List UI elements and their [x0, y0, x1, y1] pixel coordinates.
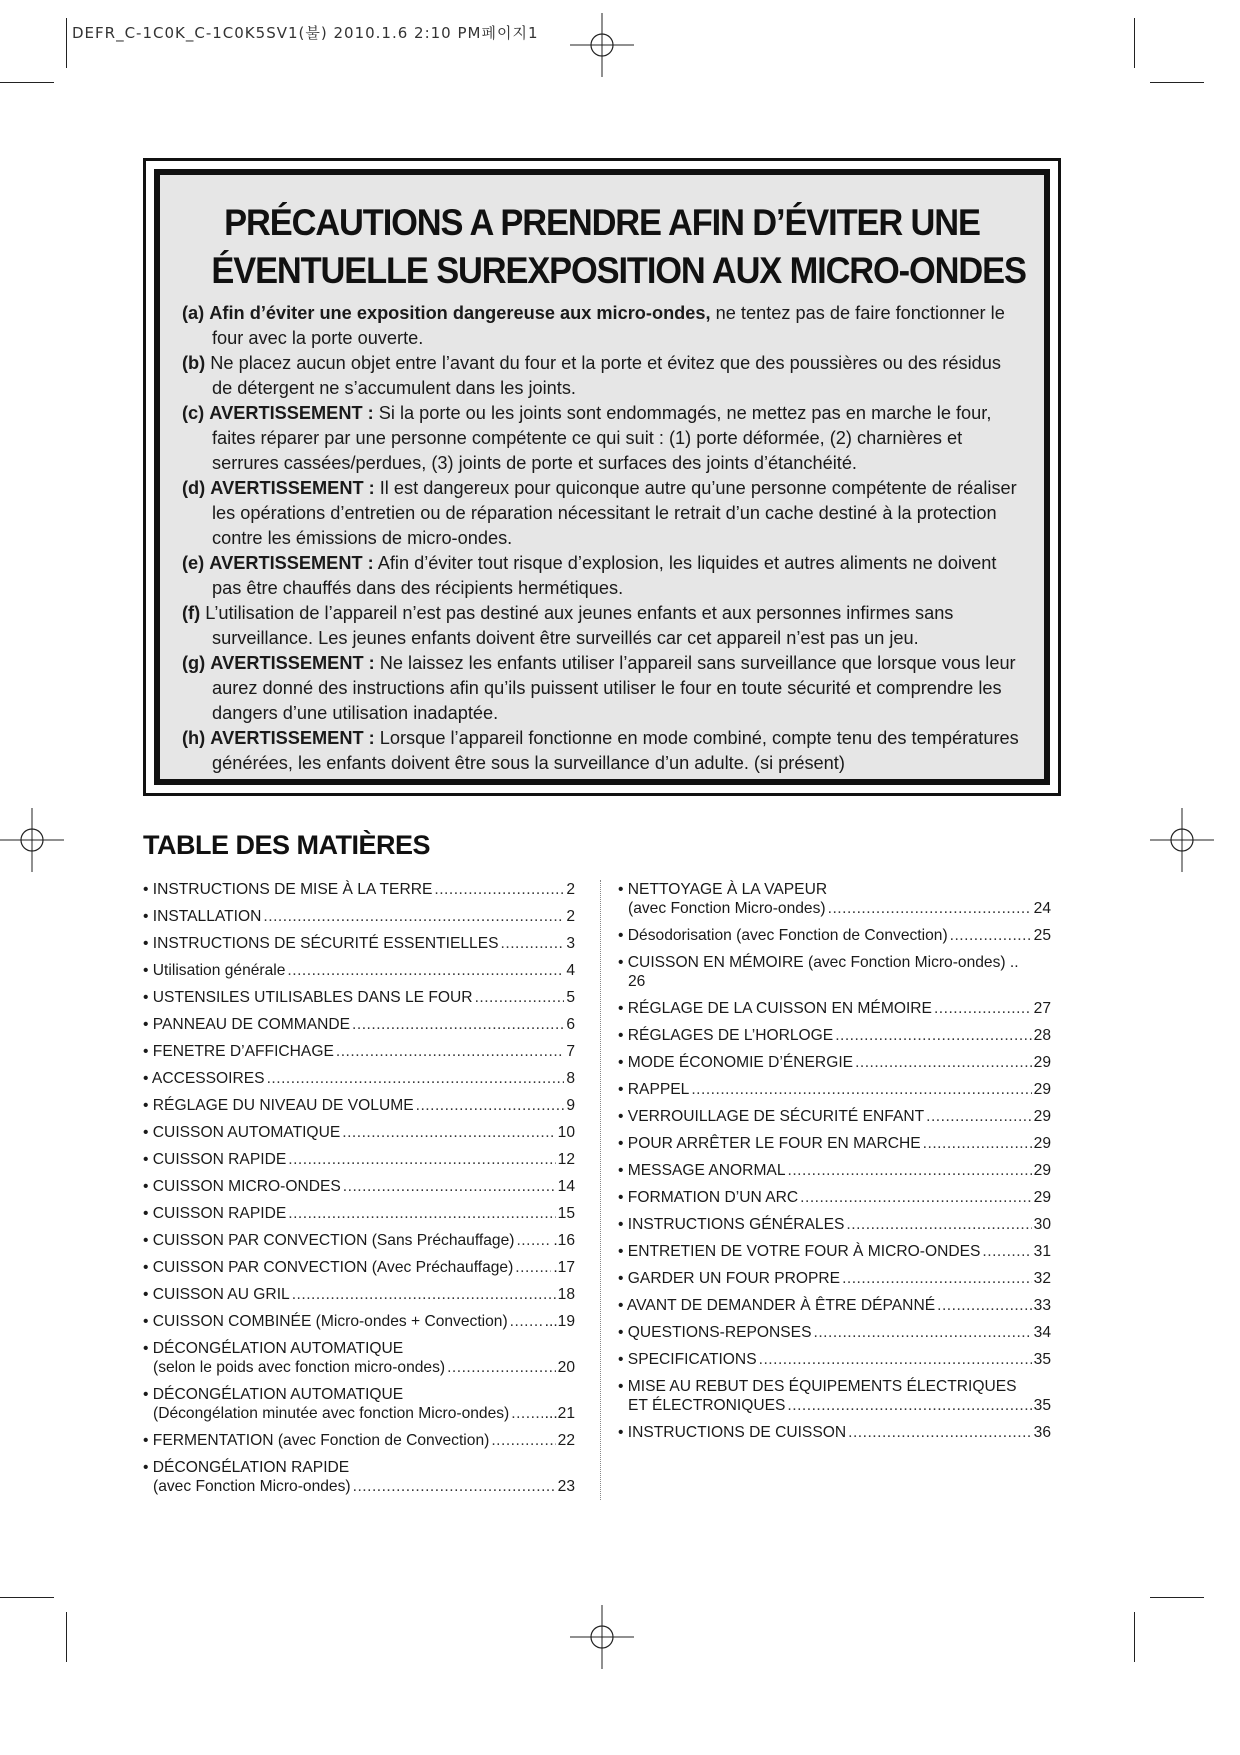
- toc-entry-line: [143, 1431, 575, 1450]
- toc-entry-label: • CUISSON AU GRIL: [143, 1286, 290, 1303]
- warning-item-letter: (g): [182, 653, 206, 673]
- toc-entry[interactable]: [618, 1242, 1051, 1261]
- toc-entry-label: • INSTRUCTIONS DE CUISSON: [618, 1424, 847, 1441]
- toc-leader-dots: [923, 1134, 1032, 1153]
- toc-entry-page: 7: [566, 1043, 575, 1060]
- warning-item: [182, 351, 1022, 401]
- toc-entry-page: 10: [557, 1124, 575, 1141]
- toc-entry-page: 8: [566, 1070, 575, 1087]
- toc-entry-page: 30: [1033, 1216, 1051, 1233]
- warning-item: [182, 551, 1022, 601]
- toc-entry-label: • CUISSON COMBINÉE (Micro-ondes + Convection): [143, 1313, 508, 1330]
- warning-title: [211, 199, 1026, 295]
- toc-entry-line: [618, 1134, 1051, 1153]
- toc-entry-line: [143, 1358, 575, 1377]
- toc-entry-line: [143, 1150, 575, 1169]
- toc-entry-line: [618, 972, 1051, 991]
- toc-entry-label: • FENETRE D’AFFICHAGE: [143, 1043, 334, 1060]
- toc-title: TABLE DES MATIÈRES: [143, 830, 431, 860]
- toc-entry-page: 29: [1033, 1081, 1051, 1098]
- warning-item-letter: (c): [182, 403, 205, 423]
- warning-item-letter: (h): [182, 728, 206, 748]
- toc-entry-page: 6: [566, 1016, 575, 1033]
- toc-entry-page: 3: [566, 935, 575, 952]
- toc-entry-line: [143, 1312, 575, 1331]
- toc-entry-page: 29: [1033, 1189, 1051, 1206]
- toc-entry-line: [143, 1285, 575, 1304]
- toc-entry[interactable]: [143, 1231, 575, 1250]
- toc-entry-page: 29: [1033, 1054, 1051, 1071]
- toc-entry[interactable]: [143, 1123, 575, 1142]
- toc-leader-dots: [788, 1161, 1032, 1180]
- toc-entry-page: 14: [557, 1178, 575, 1195]
- toc-entry-line: [618, 1161, 1051, 1180]
- toc-entry-label: • VERROUILLAGE DE SÉCURITÉ ENFANT: [618, 1108, 925, 1125]
- toc-entry[interactable]: [618, 926, 1051, 945]
- toc-entry-line: [618, 1107, 1051, 1126]
- toc-entry[interactable]: [143, 1458, 575, 1496]
- toc-entry[interactable]: [618, 953, 1051, 991]
- warning-item-text: Lorsque l’appareil fonctionne en mode combiné, compte tenu des températures générées, les enfants doivent être sous la surveillance d’un adulte. (si présent): [212, 728, 1019, 773]
- toc-entry-line: [143, 1015, 575, 1034]
- toc-entry-line: [143, 1096, 575, 1115]
- toc-entry[interactable]: [143, 1150, 575, 1169]
- toc-entry-label: (Décongélation minutée avec fonction Micro-ondes): [153, 1405, 510, 1422]
- toc-leader-dots: [950, 926, 1032, 945]
- registration-mark-bottom: [570, 1605, 634, 1669]
- crop-mark: [1150, 82, 1204, 83]
- toc-entry-line: [143, 1069, 575, 1088]
- warning-item-text: Ne laissez les enfants utiliser l’appareil sans surveillance que lorsque vous leur aurez donné des instructions afin qu’ils puissent utiliser le four en toute sécurité et comprendre les dangers d’une utilisation inadaptée.: [212, 653, 1016, 723]
- toc-entry-heading: • DÉCONGÉLATION AUTOMATIQUE: [143, 1340, 404, 1357]
- toc-entry[interactable]: [618, 1377, 1051, 1415]
- toc-entry-line: [618, 1269, 1051, 1288]
- crop-mark: [1134, 1612, 1135, 1662]
- toc-entry-line: [618, 899, 1051, 918]
- warning-item-text: ne tentez pas de faire fonctionner le four avec la porte ouverte.: [212, 303, 1005, 348]
- toc-entry-page: 12: [557, 1151, 575, 1168]
- toc-leader-dots: [982, 1242, 1031, 1261]
- crop-mark: [66, 18, 67, 68]
- toc-entry[interactable]: [618, 1215, 1051, 1234]
- toc-entry-label: • RÉGLAGE DE LA CUISSON EN MÉMOIRE: [618, 1000, 932, 1017]
- toc-entry-line: [143, 907, 575, 926]
- warning-item-letter: (d): [182, 478, 206, 498]
- toc-entry-page: ...21: [544, 1405, 575, 1422]
- toc-entry-label: • CUISSON RAPIDE: [143, 1205, 287, 1222]
- toc-entry-page: 31: [1033, 1243, 1051, 1260]
- registration-mark-right: [1150, 808, 1214, 872]
- warning-item: [182, 301, 1022, 351]
- toc-leader-dots: [515, 1258, 551, 1277]
- crop-mark: [66, 1612, 67, 1662]
- toc-entry-heading: • MISE AU REBUT DES ÉQUIPEMENTS ÉLECTRIQUES: [618, 1378, 1017, 1395]
- toc-entry-label: • Désodorisation (avec Fonction de Convection): [618, 927, 948, 944]
- warning-item-lead: AVERTISSEMENT :: [209, 403, 374, 423]
- toc-leader-dots: [759, 1350, 1032, 1369]
- toc-leader-dots: [447, 1358, 556, 1377]
- toc-entry-line: [618, 999, 1051, 1018]
- crop-mark: [1150, 1597, 1204, 1598]
- toc-entry[interactable]: [618, 1026, 1051, 1045]
- toc-entry[interactable]: [143, 1285, 575, 1304]
- warning-item: [182, 651, 1022, 726]
- toc-entry-page: 32: [1033, 1270, 1051, 1287]
- warning-item: [182, 601, 1022, 651]
- warning-item-lead: AVERTISSEMENT :: [210, 478, 375, 498]
- toc-leader-dots: [813, 1323, 1031, 1342]
- toc-entry-label: • CUISSON RAPIDE: [143, 1151, 287, 1168]
- toc-entry-page: 28: [1033, 1027, 1051, 1044]
- toc-entry-label: • QUESTIONS-REPONSES: [618, 1324, 812, 1341]
- toc-entry-heading: • DÉCONGÉLATION RAPIDE: [143, 1459, 350, 1476]
- toc-entry-label: • CUISSON PAR CONVECTION (Sans Préchauffage): [143, 1232, 515, 1249]
- toc-entry-heading: • CUISSON EN MÉMOIRE (avec Fonction Micro-ondes) ..: [618, 954, 1019, 971]
- toc-entry[interactable]: [143, 880, 575, 899]
- toc-column-left: [143, 880, 575, 1504]
- crop-mark: [1134, 18, 1135, 68]
- toc-leader-dots: [475, 988, 565, 1007]
- toc-leader-dots: [516, 1231, 551, 1250]
- toc-entry-line: [143, 1177, 575, 1196]
- toc-leader-dots: [353, 1477, 556, 1496]
- toc-leader-dots: [288, 1204, 555, 1223]
- warning-item-text: L’utilisation de l’appareil n’est pas destiné aux jeunes enfants et aux personnes infirmes sans surveillance. Les jeunes enfants doivent être surveillés car cet appareil n’est pas un jeu.: [205, 603, 954, 648]
- toc-leader-dots: [787, 1396, 1031, 1415]
- toc-leader-dots: [336, 1042, 564, 1061]
- toc-entry-line: [618, 1188, 1051, 1207]
- warning-item-lead: Afin d’éviter une exposition dangereuse aux micro-ondes,: [209, 303, 711, 323]
- toc-entry-label: • POUR ARRÊTER LE FOUR EN MARCHE: [618, 1135, 921, 1152]
- toc-entry-line: [143, 1204, 575, 1223]
- toc-entry-label: • RÉGLAGE DU NIVEAU DE VOLUME: [143, 1097, 414, 1114]
- toc-entry[interactable]: [143, 1312, 575, 1331]
- toc-entry-line: [143, 934, 575, 953]
- warning-box: [143, 158, 1061, 796]
- toc-entry-page: 29: [1033, 1162, 1051, 1179]
- toc-entry-label: • GARDER UN FOUR PROPRE: [618, 1270, 841, 1287]
- warning-item: [182, 726, 1022, 776]
- warning-box-inner: [154, 169, 1050, 785]
- toc-entry-label: • INSTRUCTIONS GÉNÉRALES: [618, 1216, 845, 1233]
- toc-leader-dots: [842, 1269, 1032, 1288]
- toc-leader-dots: [267, 1069, 565, 1088]
- toc-entry-page: 2: [566, 908, 575, 925]
- toc-entry-page: 33: [1033, 1297, 1051, 1314]
- registration-mark-top: [570, 13, 634, 77]
- toc-entry-label: (avec Fonction Micro-ondes): [628, 900, 826, 917]
- toc-entry[interactable]: [143, 1096, 575, 1115]
- toc-entry-line: [618, 1242, 1051, 1261]
- toc-entry[interactable]: [143, 1177, 575, 1196]
- toc-leader-dots: [800, 1188, 1031, 1207]
- toc-entry[interactable]: [618, 1269, 1051, 1288]
- toc-leader-dots: [937, 1296, 1032, 1315]
- toc-entry-line: [618, 1296, 1051, 1315]
- toc-entry[interactable]: [143, 1042, 575, 1061]
- warning-list: [182, 301, 1022, 776]
- toc-entry-line: [143, 1123, 575, 1142]
- toc-entry[interactable]: [618, 1423, 1051, 1442]
- toc-leader-dots: [934, 999, 1032, 1018]
- toc-leader-dots: [434, 880, 564, 899]
- toc-entry-page: 18: [557, 1286, 575, 1303]
- warning-item-lead: AVERTISSEMENT :: [209, 553, 374, 573]
- toc-entry-heading: • NETTOYAGE À LA VAPEUR: [618, 881, 828, 898]
- toc-entry-page: 5: [566, 989, 575, 1006]
- toc-entry[interactable]: [618, 1161, 1051, 1180]
- toc-entry[interactable]: [143, 1204, 575, 1223]
- toc-entry-page: 2: [566, 881, 575, 898]
- warning-item-letter: (a): [182, 303, 205, 323]
- toc-leader-dots: [848, 1423, 1032, 1442]
- toc-entry-page: 4: [566, 962, 575, 979]
- toc-entry-line: [143, 988, 575, 1007]
- toc-entry-label: • MODE ÉCONOMIE D’ÉNERGIE: [618, 1054, 854, 1071]
- toc-entry-label: • FORMATION D’UN ARC: [618, 1189, 799, 1206]
- warning-item: [182, 401, 1022, 476]
- warning-item: [182, 476, 1022, 551]
- toc-leader-dots: [491, 1431, 555, 1450]
- warning-item-letter: (e): [182, 553, 205, 573]
- warning-item-text: Si la porte ou les joints sont endommagés, ne mettez pas en marche le four, faites réparer par une personne compétente ce qui suit : (1) porte déformée, (2) charnières et serrures cassées/perdues, (3) joints de porte et surfaces des joints d’étanchéité.: [212, 403, 992, 473]
- toc-leader-dots: [926, 1107, 1032, 1126]
- toc-entry-label: • RÉGLAGES DE L’HORLOGE: [618, 1027, 834, 1044]
- toc-entry[interactable]: [618, 1080, 1051, 1099]
- toc-entry-label: • AVANT DE DEMANDER À ÊTRE DÉPANNÉ: [618, 1297, 936, 1314]
- warning-item-letter: (f): [182, 603, 201, 623]
- toc-entry-label: • RAPPEL: [618, 1081, 690, 1098]
- toc-entry-page: 25: [1033, 927, 1051, 944]
- toc-entry-page: .16: [553, 1232, 575, 1249]
- warning-item-text: Ne placez aucun objet entre l’avant du four et la porte et évitez que des poussières ou des résidus de détergent ne s’accumulent dans les joints.: [210, 353, 1001, 398]
- toc-entry-line: [618, 1350, 1051, 1369]
- toc-entry-line: [143, 880, 575, 899]
- warning-item-text: Il est dangereux pour quiconque autre qu’une personne compétente de réaliser les opérations d’entretien ou de réparation nécessitant le retrait d’un cache destiné à la protection contre les émissions de micro-ondes.: [212, 478, 1017, 548]
- toc-entry-label: • MESSAGE ANORMAL: [618, 1162, 786, 1179]
- toc-entry-line: [143, 1258, 575, 1277]
- toc-entry[interactable]: [618, 1323, 1051, 1342]
- toc-leader-dots: [343, 1177, 556, 1196]
- toc-entry-heading: • DÉCONGÉLATION AUTOMATIQUE: [143, 1386, 404, 1403]
- toc-entry[interactable]: [143, 1431, 575, 1450]
- toc-entry-page: 15: [557, 1205, 575, 1222]
- toc-leader-dots: [835, 1026, 1031, 1045]
- toc-entry[interactable]: [618, 1107, 1051, 1126]
- toc-leader-dots: [855, 1053, 1032, 1072]
- toc-entry[interactable]: [618, 1350, 1051, 1369]
- toc-leader-dots: [287, 961, 564, 980]
- registration-mark-left: [0, 808, 64, 872]
- toc-entry-label: • CUISSON PAR CONVECTION (Avec Préchauffage): [143, 1259, 514, 1276]
- toc-entry[interactable]: [143, 988, 575, 1007]
- toc-entry-page: .17: [553, 1259, 575, 1276]
- warning-item-lead: AVERTISSEMENT :: [210, 728, 375, 748]
- toc-entry-line: [618, 1053, 1051, 1072]
- toc-entry-label: • ENTRETIEN DE VOTRE FOUR À MICRO-ONDES: [618, 1243, 981, 1260]
- toc-entry[interactable]: [143, 907, 575, 926]
- toc-entry-label: • Utilisation générale: [143, 962, 286, 979]
- toc-entry-page: 20: [557, 1359, 575, 1376]
- toc-leader-dots: [292, 1285, 556, 1304]
- toc-entry-page: 29: [1033, 1135, 1051, 1152]
- toc-entry-line: [618, 1396, 1051, 1415]
- toc-entry-label: • INSTALLATION: [143, 908, 262, 925]
- toc-entry[interactable]: [618, 1296, 1051, 1315]
- toc-entry-label: (selon le poids avec fonction micro-ondes): [153, 1359, 446, 1376]
- toc-entry[interactable]: [143, 961, 575, 980]
- toc-entry-label: ET ÉLECTRONIQUES: [628, 1397, 786, 1414]
- warning-item-lead: AVERTISSEMENT :: [210, 653, 375, 673]
- print-header: DEFR_C-1C0K_C-1C0K5SV1(불) 2010.1.6 2:10 PM페이지1: [72, 24, 539, 42]
- toc-entry-line: [618, 1080, 1051, 1099]
- toc-entry[interactable]: [143, 1258, 575, 1277]
- warning-item-text: Afin d’éviter tout risque d’explosion, les liquides et autres aliments ne doivent pas être chauffés dans des récipients hermétiques.: [212, 553, 997, 598]
- toc-entry-line: [143, 1477, 575, 1496]
- toc-entry-line: [618, 1215, 1051, 1234]
- toc-entry-page: 23: [557, 1478, 575, 1495]
- toc-entry-label: • INSTRUCTIONS DE SÉCURITÉ ESSENTIELLES: [143, 935, 499, 952]
- toc-entry[interactable]: [143, 1339, 575, 1377]
- toc-entry-label: • SPECIFICATIONS: [618, 1351, 757, 1368]
- toc-entry-page: 35: [1033, 1351, 1051, 1368]
- toc-leader-dots: [510, 1312, 543, 1331]
- warning-item-letter: (b): [182, 353, 206, 373]
- toc-entry[interactable]: [618, 1188, 1051, 1207]
- toc-entry-label: • PANNEAU DE COMMANDE: [143, 1016, 351, 1033]
- toc-entry[interactable]: [618, 1053, 1051, 1072]
- toc-leader-dots: [263, 907, 564, 926]
- toc-entry-page: 35: [1033, 1397, 1051, 1414]
- toc-entry-line: [143, 961, 575, 980]
- toc-entry-label: (avec Fonction Micro-ondes): [153, 1478, 351, 1495]
- toc-entry-page: 24: [1033, 900, 1051, 917]
- toc-entry-label: • USTENSILES UTILISABLES DANS LE FOUR: [143, 989, 473, 1006]
- toc-leader-dots: [352, 1015, 564, 1034]
- toc-entry-page: 26: [628, 973, 646, 990]
- toc-leader-dots: [342, 1123, 555, 1142]
- toc-leader-dots: [828, 899, 1032, 918]
- toc-column-right: [618, 880, 1051, 1450]
- toc-entry-page: 34: [1033, 1324, 1051, 1341]
- toc-leader-dots: [501, 934, 565, 953]
- toc-entry[interactable]: [143, 1385, 575, 1423]
- toc-entry-line: [618, 1026, 1051, 1045]
- toc-leader-dots: [288, 1150, 555, 1169]
- toc-entry-line: [143, 1404, 575, 1423]
- toc-entry-label: • CUISSON MICRO-ONDES: [143, 1178, 341, 1195]
- toc-entry[interactable]: [143, 1015, 575, 1034]
- warning-title-line-2: ÉVENTUELLE SUREXPOSITION AUX MICRO-ONDES: [211, 250, 1026, 291]
- warning-title-line-1: PRÉCAUTIONS A PRENDRE AFIN D’ÉVITER UNE: [224, 202, 980, 243]
- toc-entry[interactable]: [143, 934, 575, 953]
- toc-entry-line: [618, 1323, 1051, 1342]
- toc-entry-label: • FERMENTATION (avec Fonction de Convection): [143, 1432, 490, 1449]
- toc-leader-dots: [691, 1080, 1031, 1099]
- crop-mark: [0, 82, 54, 83]
- toc-entry-line: [143, 1042, 575, 1061]
- toc-leader-dots: [846, 1215, 1031, 1234]
- toc-divider: [600, 880, 601, 1500]
- toc-entry-label: • ACCESSOIRES: [143, 1070, 265, 1087]
- toc-entry[interactable]: [618, 999, 1051, 1018]
- crop-mark: [0, 1597, 54, 1598]
- toc-entry-page: 22: [557, 1432, 575, 1449]
- toc-leader-dots: [416, 1096, 565, 1115]
- toc-entry-page: ...19: [544, 1313, 575, 1330]
- toc-entry-line: [618, 926, 1051, 945]
- toc-entry[interactable]: [618, 880, 1051, 918]
- toc-entry-page: 29: [1033, 1108, 1051, 1125]
- toc-entry-line: [143, 1231, 575, 1250]
- toc-entry-page: 27: [1033, 1000, 1051, 1017]
- toc-entry[interactable]: [143, 1069, 575, 1088]
- toc-entry-label: • CUISSON AUTOMATIQUE: [143, 1124, 341, 1141]
- toc-leader-dots: [511, 1404, 542, 1423]
- toc-entry-line: [618, 1423, 1051, 1442]
- toc-entry[interactable]: [618, 1134, 1051, 1153]
- toc-entry-label: • INSTRUCTIONS DE MISE À LA TERRE: [143, 881, 433, 898]
- toc-entry-page: 36: [1033, 1424, 1051, 1441]
- toc-entry-page: 9: [566, 1097, 575, 1114]
